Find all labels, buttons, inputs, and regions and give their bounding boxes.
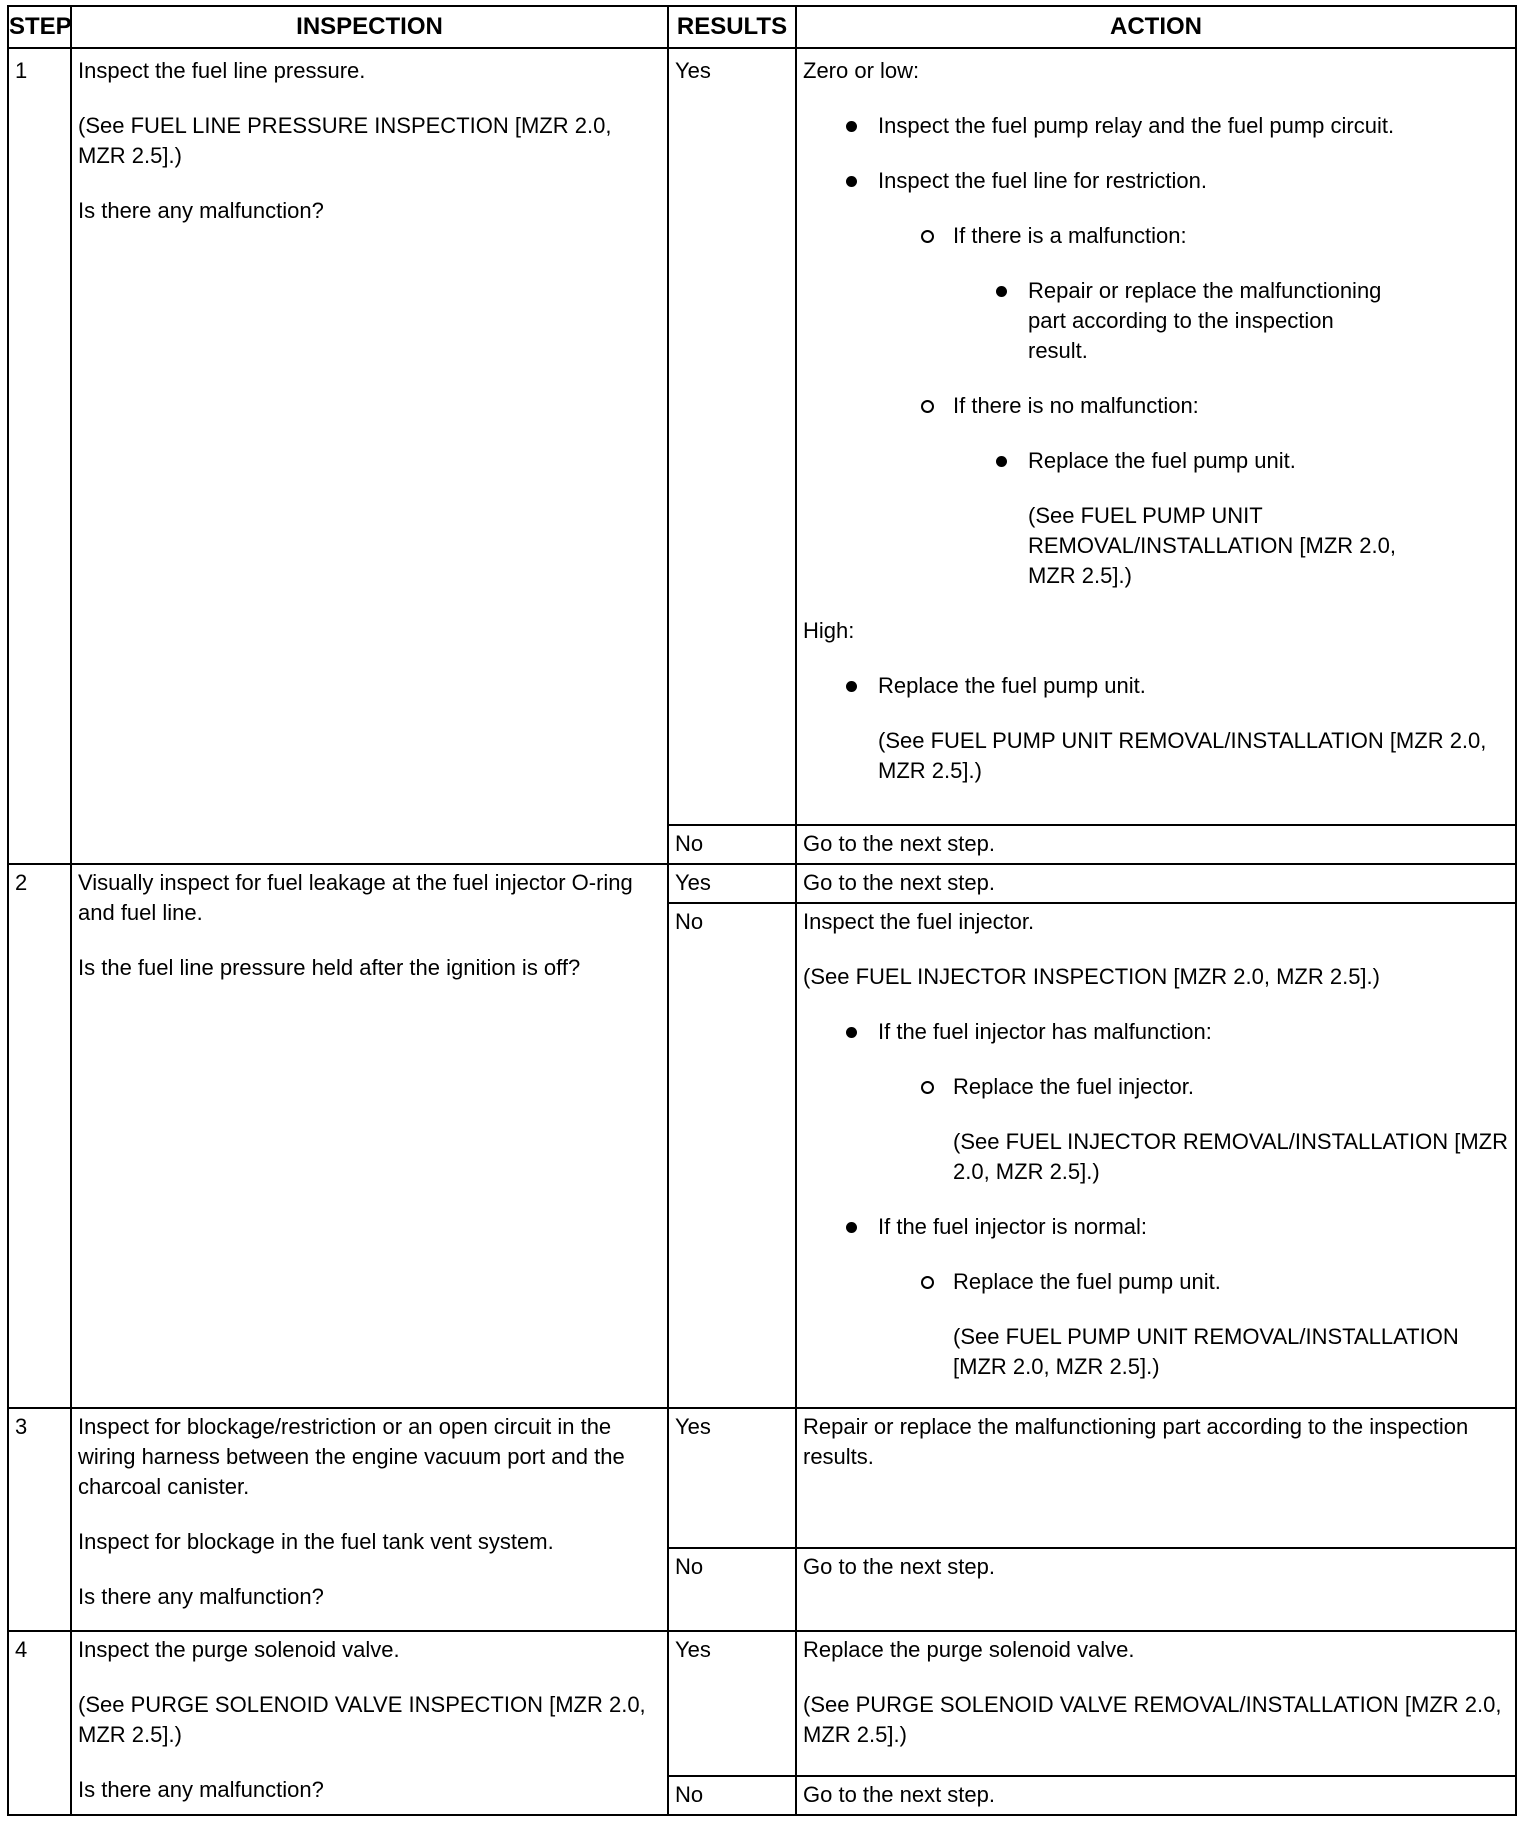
list-item — [803, 446, 1509, 476]
inspection-question: Is there any malfunction? — [78, 1583, 324, 1609]
inspection-text: Inspect the fuel line pressure. — [78, 58, 366, 83]
inspection-text: Inspect the purge solenoid valve. — [78, 1636, 400, 1662]
step-number: 3 — [8, 1408, 71, 1631]
inspection-cell — [71, 864, 668, 1408]
result-yes: Yes — [668, 1408, 796, 1548]
header-row — [8, 6, 1516, 48]
list-item-text: Replace the fuel pump unit. — [953, 1269, 1221, 1295]
step-number: 2 — [8, 864, 71, 1408]
troubleshooting-page — [7, 5, 1515, 1816]
reference-text: (See FUEL INJECTOR REMOVAL/INSTALLATION [MZR 2.0, MZR 2.5].) — [953, 1129, 1508, 1185]
bullet-icon — [846, 1027, 857, 1038]
header-inspection: INSPECTION — [71, 6, 668, 48]
list-item — [803, 671, 1509, 701]
result-no: No — [668, 1776, 796, 1815]
circle-bullet-icon — [921, 1081, 934, 1094]
action-cell: Go to the next step. — [796, 825, 1516, 864]
list-item-text: Inspect the fuel pump relay and the fuel pump circuit. — [878, 113, 1395, 138]
list-item-text: If the fuel injector has malfunction: — [878, 1019, 1212, 1045]
inspection-cell — [71, 1631, 668, 1815]
inspection-text: Visually inspect for fuel leakage at the fuel injector O-ring and fuel line. — [78, 870, 633, 926]
action-cell: Go to the next step. — [796, 1776, 1516, 1815]
result-no: No — [668, 1548, 796, 1631]
step-1-yes-row — [8, 48, 1516, 825]
reference-text: (See PURGE SOLENOID VALVE REMOVAL/INSTALLATION [MZR 2.0, MZR 2.5].) — [803, 1691, 1502, 1747]
list-item — [803, 1017, 1509, 1047]
list-item-text: Repair or replace the malfunctioning part according to the inspection result. — [1028, 278, 1382, 363]
action-list — [803, 1017, 1509, 1102]
action-cell — [796, 903, 1516, 1408]
list-item — [803, 1212, 1509, 1242]
action-cell: Go to the next step. — [796, 864, 1516, 903]
inspection-cell — [71, 1408, 668, 1631]
result-yes: Yes — [668, 864, 796, 903]
reference-text: (See FUEL PUMP UNIT REMOVAL/INSTALLATION [MZR 2.0, MZR 2.5].) — [953, 1324, 1459, 1380]
list-item-text: Inspect the fuel line for restriction. — [878, 168, 1207, 193]
inspection-text: Inspect for blockage/restriction or an open circuit in the wiring harness between the engine vacuum port and the charcoal canister. — [78, 1413, 625, 1499]
troubleshooting-table — [7, 5, 1517, 1816]
list-item-text: If the fuel injector is normal: — [878, 1214, 1148, 1240]
result-yes: Yes — [668, 48, 796, 825]
action-cell: Repair or replace the malfunctioning part according to the inspection results. — [796, 1408, 1516, 1548]
action-cell — [796, 48, 1516, 825]
action-text: Replace the purge solenoid valve. — [803, 1636, 1135, 1662]
action-list — [803, 1212, 1509, 1297]
inspection-question: Is there any malfunction? — [78, 1776, 324, 1802]
list-item-text: Replace the fuel pump unit. — [1028, 448, 1296, 473]
step-2-yes-row — [8, 864, 1516, 903]
list-item — [803, 166, 1509, 196]
result-no: No — [668, 903, 796, 1408]
step-number: 4 — [8, 1631, 71, 1815]
reference-text: (See FUEL PUMP UNIT REMOVAL/INSTALLATION [MZR 2.0, MZR 2.5].) — [1028, 503, 1396, 588]
result-no: No — [668, 825, 796, 864]
list-item-text: Replace the fuel pump unit. — [878, 673, 1146, 698]
list-item — [803, 1267, 1509, 1297]
action-cell — [796, 1631, 1516, 1776]
list-item — [803, 1072, 1509, 1102]
reference-text: (See FUEL PUMP UNIT REMOVAL/INSTALLATION [MZR 2.0, MZR 2.5].) — [878, 728, 1487, 783]
bullet-icon — [846, 176, 857, 187]
inspection-question: Is there any malfunction? — [78, 198, 324, 223]
list-item-text: If there is a malfunction: — [953, 223, 1187, 248]
action-text: Inspect the fuel injector. — [803, 909, 1035, 935]
step-4-yes-row — [8, 1631, 1516, 1776]
inspection-cell — [71, 48, 668, 864]
header-results: RESULTS — [668, 6, 796, 48]
list-item — [803, 276, 1509, 366]
list-item-text: Replace the fuel injector. — [953, 1074, 1194, 1100]
inspection-reference: (See PURGE SOLENOID VALVE INSPECTION [MZR 2.0, MZR 2.5].) — [78, 1691, 646, 1747]
inspection-reference: (See FUEL LINE PRESSURE INSPECTION [MZR 2.0, MZR 2.5].) — [78, 113, 612, 168]
bullet-icon — [846, 681, 857, 692]
bullet-icon — [996, 286, 1007, 297]
list-item — [803, 221, 1509, 251]
condition-label: Zero or low: — [803, 58, 920, 83]
header-step: STEP — [8, 6, 71, 48]
list-item-text: If there is no malfunction: — [953, 393, 1199, 418]
action-list — [803, 671, 1509, 701]
reference-text: (See FUEL INJECTOR INSPECTION [MZR 2.0, MZR 2.5].) — [803, 964, 1380, 990]
bullet-icon — [846, 121, 857, 132]
circle-bullet-icon — [921, 1276, 934, 1289]
bullet-icon — [996, 456, 1007, 467]
header-action: ACTION — [796, 6, 1516, 48]
step-number: 1 — [8, 48, 71, 864]
condition-label: High: — [803, 618, 855, 643]
step-3-yes-row — [8, 1408, 1516, 1548]
bullet-icon — [846, 1222, 857, 1233]
inspection-text: Inspect for blockage in the fuel tank vent system. — [78, 1528, 554, 1554]
action-cell: Go to the next step. — [796, 1548, 1516, 1631]
circle-bullet-icon — [921, 400, 934, 413]
list-item — [803, 391, 1509, 421]
result-yes: Yes — [668, 1631, 796, 1776]
action-list — [803, 111, 1509, 476]
list-item — [803, 111, 1509, 141]
inspection-question: Is the fuel line pressure held after the ignition is off? — [78, 955, 581, 981]
circle-bullet-icon — [921, 230, 934, 243]
